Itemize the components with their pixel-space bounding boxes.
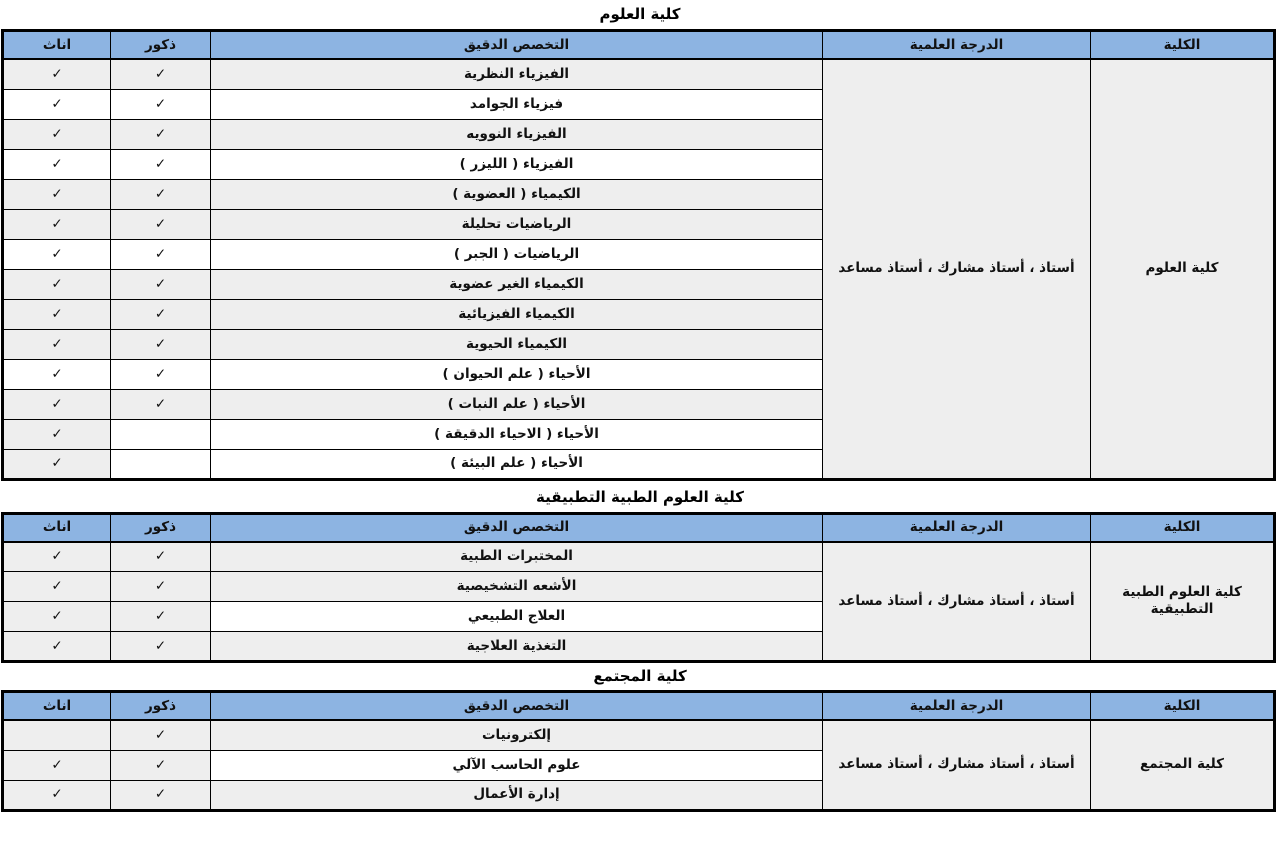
table-row bbox=[3, 542, 1275, 572]
column-header-college: الكلية bbox=[1091, 513, 1275, 542]
cell-specialization: الرياضيات ( الجبر ) bbox=[211, 239, 823, 269]
cell-female-check: ✓ bbox=[3, 359, 111, 389]
cell-degree: أستاذ ، أستاذ مشارك ، أستاذ مساعد bbox=[823, 542, 1091, 662]
cell-male-check: ✓ bbox=[111, 59, 211, 89]
column-header-male: ذكور bbox=[111, 31, 211, 60]
cell-specialization: الرياضيات تحليلة bbox=[211, 209, 823, 239]
cell-specialization: إلكترونيات bbox=[211, 720, 823, 750]
cell-male-check: ✓ bbox=[111, 750, 211, 780]
table-body bbox=[3, 542, 1275, 662]
cell-male-check: ✓ bbox=[111, 632, 211, 662]
cell-female-check: ✓ bbox=[3, 632, 111, 662]
cell-specialization: الفيزياء ( الليزر ) bbox=[211, 149, 823, 179]
cell-specialization: التغذية العلاجية bbox=[211, 632, 823, 662]
cell-specialization: الكيمياء الفيزيائية bbox=[211, 299, 823, 329]
cell-female-check: ✓ bbox=[3, 750, 111, 780]
cell-female-check: ✓ bbox=[3, 59, 111, 89]
cell-specialization: الأحياء ( علم الحيوان ) bbox=[211, 359, 823, 389]
cell-male-check: ✓ bbox=[111, 89, 211, 119]
cell-female-check: ✓ bbox=[3, 269, 111, 299]
specializations-table-applied-medical bbox=[1, 512, 1276, 664]
cell-female-check: ✓ bbox=[3, 149, 111, 179]
cell-male-check: ✓ bbox=[111, 389, 211, 419]
cell-female-check bbox=[3, 720, 111, 750]
table-row bbox=[3, 720, 1275, 750]
table-header-row bbox=[3, 31, 1275, 60]
cell-specialization: المختبرات الطبية bbox=[211, 542, 823, 572]
column-header-degree: الدرجة العلمية bbox=[823, 31, 1091, 60]
column-header-male: ذكور bbox=[111, 692, 211, 721]
cell-male-check: ✓ bbox=[111, 179, 211, 209]
cell-male-check: ✓ bbox=[111, 359, 211, 389]
cell-male-check: ✓ bbox=[111, 149, 211, 179]
cell-female-check: ✓ bbox=[3, 179, 111, 209]
cell-male-check bbox=[111, 449, 211, 479]
cell-female-check: ✓ bbox=[3, 602, 111, 632]
cell-male-check bbox=[111, 419, 211, 449]
cell-specialization: الأشعه التشخيصية bbox=[211, 572, 823, 602]
cell-female-check: ✓ bbox=[3, 119, 111, 149]
cell-male-check: ✓ bbox=[111, 269, 211, 299]
cell-female-check: ✓ bbox=[3, 419, 111, 449]
cell-female-check: ✓ bbox=[3, 89, 111, 119]
cell-female-check: ✓ bbox=[3, 449, 111, 479]
cell-male-check: ✓ bbox=[111, 572, 211, 602]
cell-male-check: ✓ bbox=[111, 119, 211, 149]
cell-specialization: فيزياء الجوامد bbox=[211, 89, 823, 119]
cell-female-check: ✓ bbox=[3, 209, 111, 239]
column-header-college: الكلية bbox=[1091, 31, 1275, 60]
cell-college: كلية المجتمع bbox=[1091, 720, 1275, 810]
table-header-row bbox=[3, 692, 1275, 721]
cell-female-check: ✓ bbox=[3, 572, 111, 602]
cell-male-check: ✓ bbox=[111, 209, 211, 239]
cell-male-check: ✓ bbox=[111, 780, 211, 810]
column-header-college: الكلية bbox=[1091, 692, 1275, 721]
column-header-degree: الدرجة العلمية bbox=[823, 692, 1091, 721]
cell-male-check: ✓ bbox=[111, 720, 211, 750]
column-header-female: اناث bbox=[3, 31, 111, 60]
column-header-female: اناث bbox=[3, 513, 111, 542]
cell-female-check: ✓ bbox=[3, 780, 111, 810]
table-body bbox=[3, 720, 1275, 810]
cell-female-check: ✓ bbox=[3, 239, 111, 269]
column-header-specialization: التخصص الدقيق bbox=[211, 513, 823, 542]
page-title-applied-medical: كلية العلوم الطبية التطبيقية bbox=[536, 487, 744, 506]
cell-male-check: ✓ bbox=[111, 329, 211, 359]
cell-female-check: ✓ bbox=[3, 389, 111, 419]
cell-degree: أستاذ ، أستاذ مشارك ، أستاذ مساعد bbox=[823, 59, 1091, 479]
column-header-specialization: التخصص الدقيق bbox=[211, 692, 823, 721]
cell-specialization: الأحياء ( علم البيئة ) bbox=[211, 449, 823, 479]
table-row bbox=[3, 59, 1275, 89]
column-header-female: اناث bbox=[3, 692, 111, 721]
specializations-table-science bbox=[1, 29, 1276, 481]
page-title-community: كلية المجتمع bbox=[593, 667, 687, 685]
cell-female-check: ✓ bbox=[3, 299, 111, 329]
cell-male-check: ✓ bbox=[111, 602, 211, 632]
cell-specialization: الكيمياء ( العضوية ) bbox=[211, 179, 823, 209]
cell-college: كلية العلوم bbox=[1091, 59, 1275, 479]
cell-male-check: ✓ bbox=[111, 542, 211, 572]
column-header-male: ذكور bbox=[111, 513, 211, 542]
cell-specialization: الفيزياء النوويه bbox=[211, 119, 823, 149]
column-header-degree: الدرجة العلمية bbox=[823, 513, 1091, 542]
cell-specialization: علوم الحاسب الآلي bbox=[211, 750, 823, 780]
cell-female-check: ✓ bbox=[3, 329, 111, 359]
column-header-specialization: التخصص الدقيق bbox=[211, 31, 823, 60]
page-title-science: كلية العلوم bbox=[599, 5, 681, 23]
cell-specialization: الفيزياء النظرية bbox=[211, 59, 823, 89]
cell-female-check: ✓ bbox=[3, 542, 111, 572]
cell-specialization: إدارة الأعمال bbox=[211, 780, 823, 810]
cell-specialization: العلاج الطبيعي bbox=[211, 602, 823, 632]
cell-male-check: ✓ bbox=[111, 299, 211, 329]
table-body bbox=[3, 59, 1275, 479]
cell-degree: أستاذ ، أستاذ مشارك ، أستاذ مساعد bbox=[823, 720, 1091, 810]
cell-male-check: ✓ bbox=[111, 239, 211, 269]
cell-college: كلية العلوم الطبية التطبيقية bbox=[1091, 542, 1275, 662]
cell-specialization: الكيمياء الغير عضوية bbox=[211, 269, 823, 299]
specializations-table-community bbox=[1, 690, 1276, 812]
table-header-row bbox=[3, 513, 1275, 542]
cell-specialization: الأحياء ( علم النبات ) bbox=[211, 389, 823, 419]
cell-specialization: الكيمياء الحيوية bbox=[211, 329, 823, 359]
cell-specialization: الأحياء ( الاحياء الدقيقة ) bbox=[211, 419, 823, 449]
